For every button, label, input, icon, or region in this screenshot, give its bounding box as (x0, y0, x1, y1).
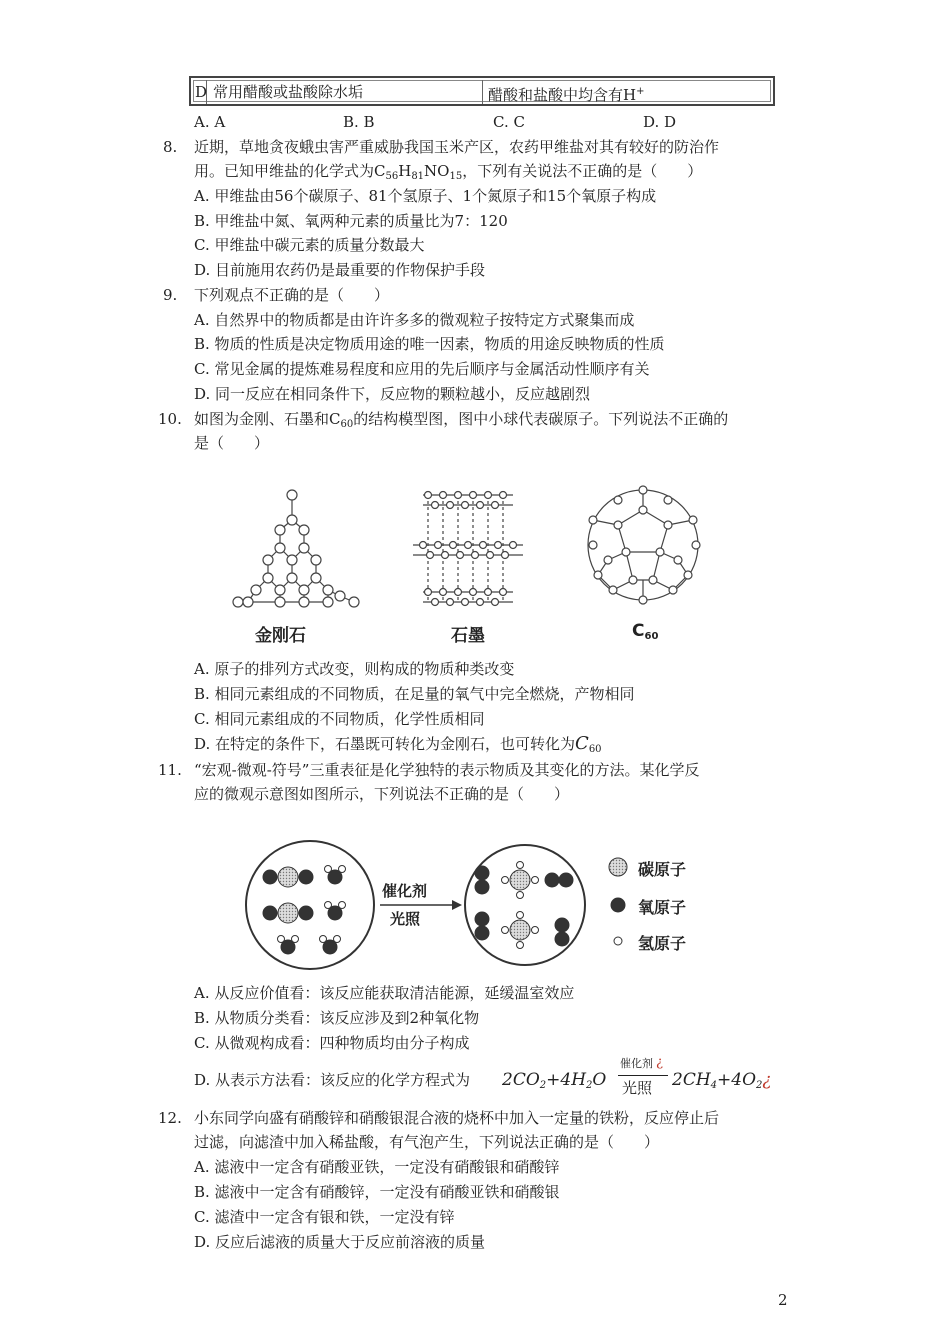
table-row-explanation: 醋酸和盐酸中均含有H+ (488, 86, 645, 104)
q11-option-c: C. 从微观构成看：四种物质均由分子构成 (194, 1034, 470, 1052)
q9-option-d: D. 同一反应在相同条件下，反应物的颗粒越小，反应越剧烈 (194, 385, 591, 403)
q10-stem-line1: 如图为金刚、石墨和$C_{60}$的结构模型图，图中小球代表碳原子。下列说法不正确的 (194, 410, 729, 430)
page-number: 2 (778, 1291, 788, 1309)
q10-option-c: C. 相同元素组成的不同物质，化学性质相同 (194, 710, 485, 728)
q12-option-d: D. 反应后滤液的质量大于反应前溶液的质量 (194, 1233, 486, 1251)
equation-condition-bottom: 光照 (622, 1079, 653, 1097)
q11-option-a: A. 从反应价值看：该反应能获取清洁能源，延缓温室效应 (194, 984, 575, 1002)
q8-stem-line1: 近期，草地贪夜蛾虫害严重威胁我国玉米产区，农药甲维盐对其有较好的防治作 (194, 138, 720, 156)
q12-option-c: C. 滤渣中一定含有银和铁，一定没有锌 (194, 1208, 455, 1226)
q12-option-a: A. 滤液中一定含有硝酸亚铁，一定没有硝酸银和硝酸锌 (194, 1158, 560, 1176)
q8-option-c: C. 甲维盐中碳元素的质量分数最大 (194, 236, 425, 254)
c60-label: $C_{60}$ (632, 621, 659, 642)
q7-option-c: C. C (493, 113, 525, 131)
legend-oxygen-atom: 氧原子 (638, 898, 687, 917)
q12-stem-line1: 小东同学向盛有硝酸锌和硝酸银混合液的烧杯中加入一定量的铁粉，反应停止后 (194, 1109, 720, 1127)
q9-stem: 下列观点不正确的是（ ） (194, 286, 390, 304)
q7-option-a: A. A (194, 113, 226, 131)
q10-option-d: D. 在特定的条件下，石墨既可转化为金刚石，也可转化为$C_{60}$ (194, 733, 602, 755)
q12-option-b: B. 滤液中一定含有硝酸锌，一定没有硝酸亚铁和硝酸银 (194, 1183, 560, 1201)
diamond-model (233, 490, 359, 607)
q11-option-b: B. 从物质分类看：该反应涉及到2种氧化物 (194, 1009, 480, 1027)
q7-option-b: B. B (343, 113, 375, 131)
arrow-condition-bottom: 光照 (390, 910, 421, 928)
graphite-model (413, 492, 523, 606)
q9-option-b: B. 物质的性质是决定物质用途的唯一因素，物质的用途反映物质的性质 (194, 335, 665, 353)
q9-option-c: C. 常见金属的提炼难易程度和应用的先后顺序与金属活动性顺序有关 (194, 360, 650, 378)
graphite-label: 石墨 (451, 626, 485, 646)
q8-option-d: D. 目前施用农药仍是最重要的作物保护手段 (194, 261, 486, 279)
q10-option-a: A. 原子的排列方式改变，则构成的物质种类改变 (194, 660, 515, 678)
q10-option-b: B. 相同元素组成的不同物质，在足量的氧气中完全燃烧，产物相同 (194, 685, 635, 703)
equation-condition-top: 催化剂 (620, 1057, 653, 1070)
q10-number: 10. (158, 410, 182, 428)
diamond-label: 金刚石 (255, 626, 306, 646)
table-row-content: 常用醋酸或盐酸除水垢 (213, 83, 364, 101)
q7-option-d: D. D (643, 113, 677, 131)
q9-number: 9. (163, 286, 178, 304)
q8-option-a: A. 甲维盐由56个碳原子、81个氢原子、1个氮原子和15个氧原子构成 (194, 187, 657, 205)
q12-stem-line2: 过滤，向滤渣中加入稀盐酸，有气泡产生，下列说法正确的是（ ） (194, 1133, 660, 1151)
legend-hydrogen-atom: 氢原子 (638, 934, 687, 953)
answer-table (189, 76, 775, 106)
q8-option-b: B. 甲维盐中氮、氧两种元素的质量比为7：120 (194, 212, 508, 230)
legend-carbon-atom: 碳原子 (638, 860, 687, 879)
q8-number: 8. (163, 138, 178, 156)
q11-option-d: D. 从表示方法看：该反应的化学方程式为 (194, 1071, 471, 1089)
q11-stem-line2: 应的微观示意图如图所示，下列说法不正确的是（ ） (194, 785, 570, 803)
table-row-letter: D (195, 83, 208, 101)
q8-stem-line2: 用。已知甲维盐的化学式为$C_{56}H_{81}NO_{15}$，下列有关说法不正确的是（ ） (194, 162, 703, 182)
q11-stem-line1: “宏观-微观-符号”三重表征是化学独特的表示物质及其变化的方法。某化学反 (194, 761, 700, 779)
q11-number: 11. (158, 761, 182, 779)
q12-number: 12. (158, 1109, 182, 1127)
arrow-condition-top: 催化剂 (382, 882, 428, 900)
q10-stem-line2: 是（ ） (194, 434, 270, 452)
c60-model (588, 486, 700, 604)
q9-option-a: A. 自然界中的物质都是由许许多多的微观粒子按特定方式聚集而成 (194, 311, 635, 329)
